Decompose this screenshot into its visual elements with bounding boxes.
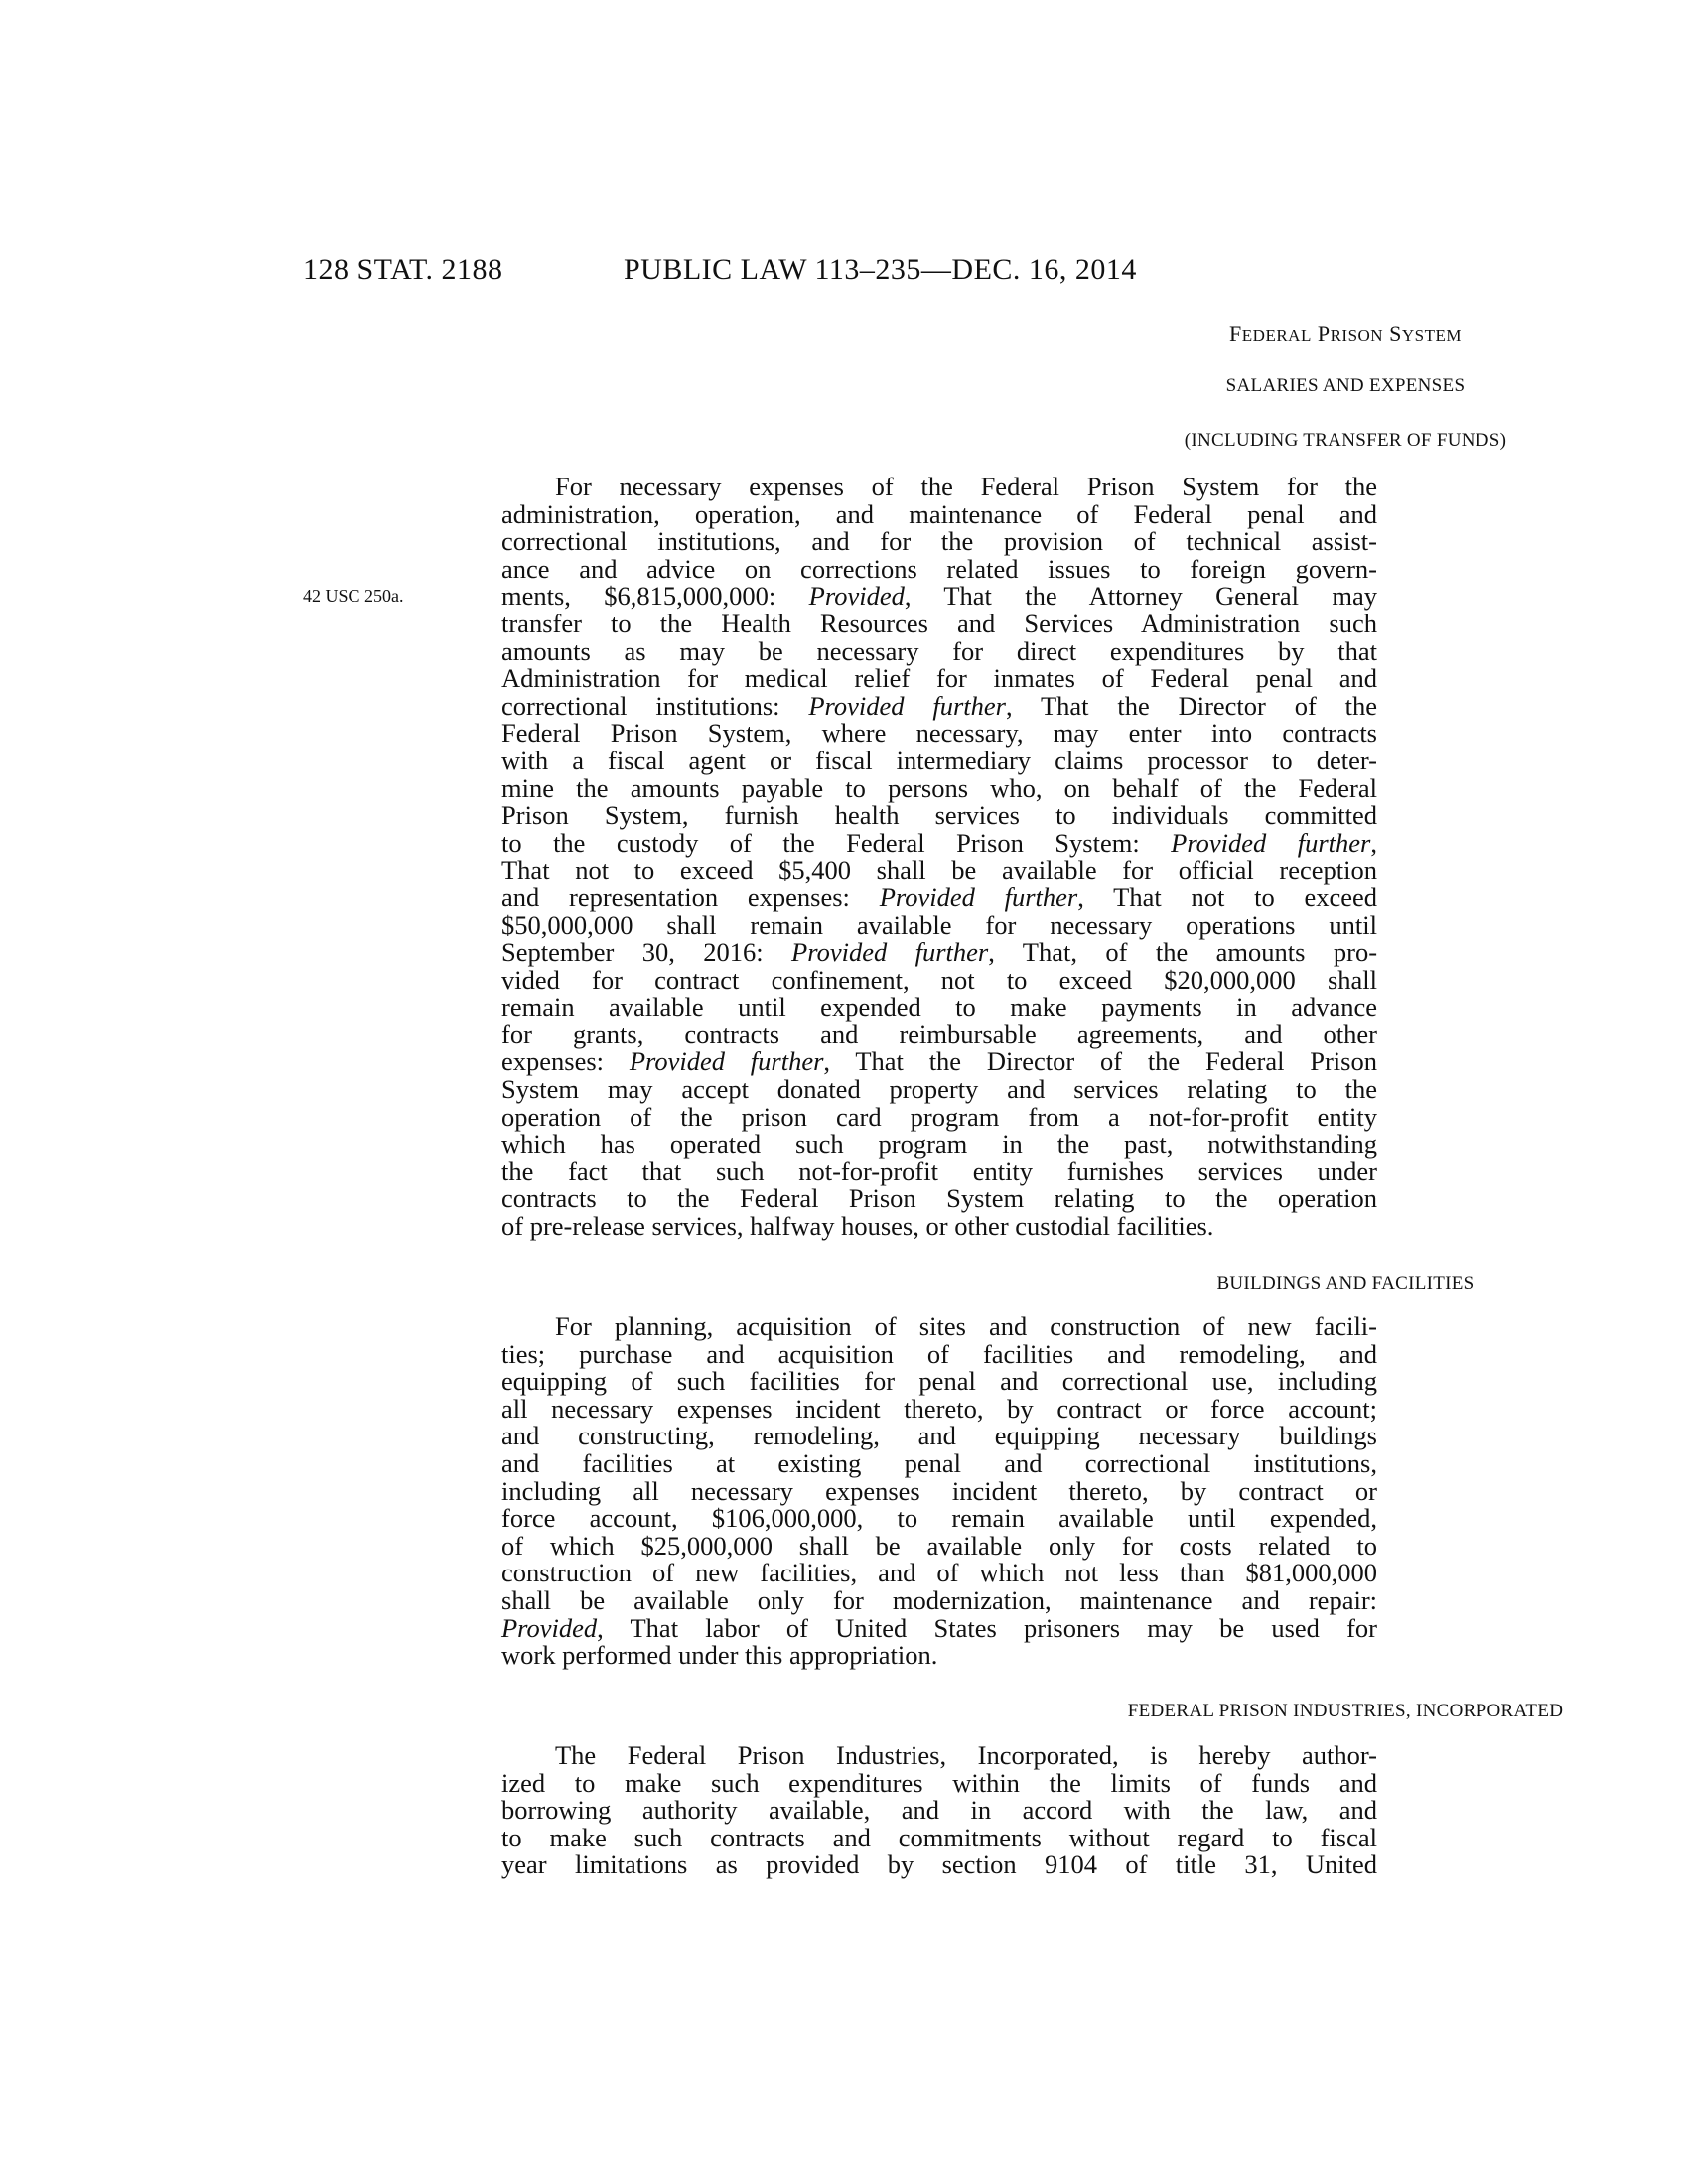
transfer-funds-note: (INCLUDING TRANSFER OF FUNDS) — [1184, 430, 1507, 451]
paragraph-salaries — [501, 474, 1377, 1241]
text-line: For planning, acquisition of sites and construction of new facili- — [555, 1311, 1377, 1341]
text-line: $50,000,000 shall remain available for necessary operations until — [501, 909, 1377, 940]
text-line: amounts as may be necessary for direct expenditures by that — [501, 635, 1377, 666]
text-line: ments, $6,815,000,000: Provided, That the Attorney General may — [501, 581, 1377, 612]
public-law-header: PUBLIC LAW 113–235—DEC. 16, 2014 — [624, 253, 1137, 286]
text-line: expenses: Provided further, That the Director of the Federal Prison — [501, 1046, 1377, 1077]
text-line: and representation expenses: Provided further, That not to exceed — [501, 882, 1378, 912]
text-line: and constructing, remodeling, and equipping necessary buildings — [501, 1421, 1377, 1451]
text-line: correctional institutions: Provided further, That the Director of the — [501, 690, 1377, 721]
paragraph-fpi — [501, 1742, 1377, 1879]
text-line: Administration for medical relief for inmates of Federal penal and — [501, 663, 1377, 694]
text-line: correctional institutions, and for the provision of technical assist- — [501, 526, 1377, 557]
section-heading-buildings: BUILDINGS AND FACILITIES — [1216, 1273, 1475, 1294]
text-line: administration, operation, and maintenance of Federal penal and — [501, 498, 1377, 529]
text-line: with a fiscal agent or fiscal intermediary claims processor to deter- — [501, 745, 1377, 775]
text-line: the fact that such not-for-profit entity furnishes services under — [501, 1156, 1377, 1186]
text-line: Provided, That labor of United States prisoners may be used for — [501, 1612, 1377, 1643]
text-line: which has operated such program in the past, notwithstanding — [501, 1129, 1377, 1160]
text-line: including all necessary expenses incident thereto, by contract or — [501, 1475, 1377, 1506]
agency-heading — [501, 321, 1688, 346]
paragraph-buildings — [501, 1313, 1377, 1670]
agency-letter: F — [1229, 321, 1242, 345]
text-line: System may accept donated property and services relating to the — [501, 1074, 1377, 1105]
text-line: of which $25,000,000 shall be available only for costs related to — [501, 1530, 1377, 1561]
section-heading-salaries: SALARIES AND EXPENSES — [1225, 375, 1466, 396]
text-line: of pre-release services, halfway houses, or other custodial facilities. — [501, 1211, 1214, 1242]
text-line: Federal Prison System, where necessary, may enter into contracts — [501, 718, 1377, 749]
margin-citation: 42 USC 250a. — [303, 586, 404, 606]
text-line: work performed under this appropriation. — [501, 1640, 938, 1671]
text-line: ance and advice on corrections related issues to foreign govern- — [501, 553, 1377, 584]
text-line: to the custody of the Federal Prison System: Provided further, — [501, 827, 1377, 858]
text-line: force account, $106,000,000, to remain available until expended, — [501, 1503, 1377, 1534]
agency-letter: S — [1389, 321, 1402, 345]
text-line: and facilities at existing penal and correctional institutions, — [501, 1447, 1377, 1478]
text-line: ties; purchase and acquisition of facilities and remodeling, and — [501, 1338, 1377, 1369]
text-line: operation of the prison card program from a not-for-profit entity — [501, 1101, 1377, 1132]
text-line: That not to exceed $5,400 shall be available for official reception — [501, 855, 1377, 886]
text-line: all necessary expenses incident thereto, by contract or force account; — [501, 1393, 1377, 1424]
text-line: transfer to the Health Resources and Services Administration such — [501, 608, 1377, 638]
agency-smallcaps: EDERAL — [1241, 326, 1312, 344]
text-line: for grants, contracts and reimbursable agreements, and other — [501, 1019, 1377, 1049]
section-heading-fpi: FEDERAL PRISON INDUSTRIES, INCORPORATED — [1127, 1701, 1564, 1721]
text-line: ized to make such expenditures within the limits of funds and — [501, 1767, 1377, 1798]
text-line: The Federal Prison Industries, Incorporated, is hereby author- — [555, 1740, 1377, 1770]
text-line: equipping of such facilities for penal and correctional use, including — [501, 1366, 1377, 1397]
agency-smallcaps: RISON — [1330, 326, 1384, 344]
text-line: For necessary expenses of the Federal Prison System for the — [555, 472, 1377, 501]
text-line: to make such contracts and commitments without regard to fiscal — [501, 1822, 1377, 1852]
text-line: remain available until expended to make payments in advance — [501, 992, 1377, 1023]
agency-smallcaps: YSTEM — [1401, 326, 1462, 344]
text-line: September 30, 2016: Provided further, That, of the amounts pro- — [501, 937, 1378, 968]
text-line: mine the amounts payable to persons who, on behalf of the Federal — [501, 772, 1377, 803]
text-line: shall be available only for modernization, maintenance and repair: — [501, 1584, 1377, 1615]
text-line: Prison System, furnish health services to individuals committed — [501, 800, 1377, 831]
statute-page-number: 128 STAT. 2188 — [303, 253, 503, 286]
text-line: borrowing authority available, and in accord with the law, and — [501, 1795, 1377, 1826]
text-line: construction of new facilities, and of which not less than $81,000,000 — [501, 1558, 1377, 1588]
text-line: year limitations as provided by section 9104 of title 31, United — [501, 1849, 1377, 1880]
text-line: vided for contract confinement, not to exceed $20,000,000 shall — [501, 964, 1377, 995]
text-line: contracts to the Federal Prison System relating to the operation — [501, 1183, 1377, 1214]
agency-letter: P — [1317, 321, 1331, 345]
